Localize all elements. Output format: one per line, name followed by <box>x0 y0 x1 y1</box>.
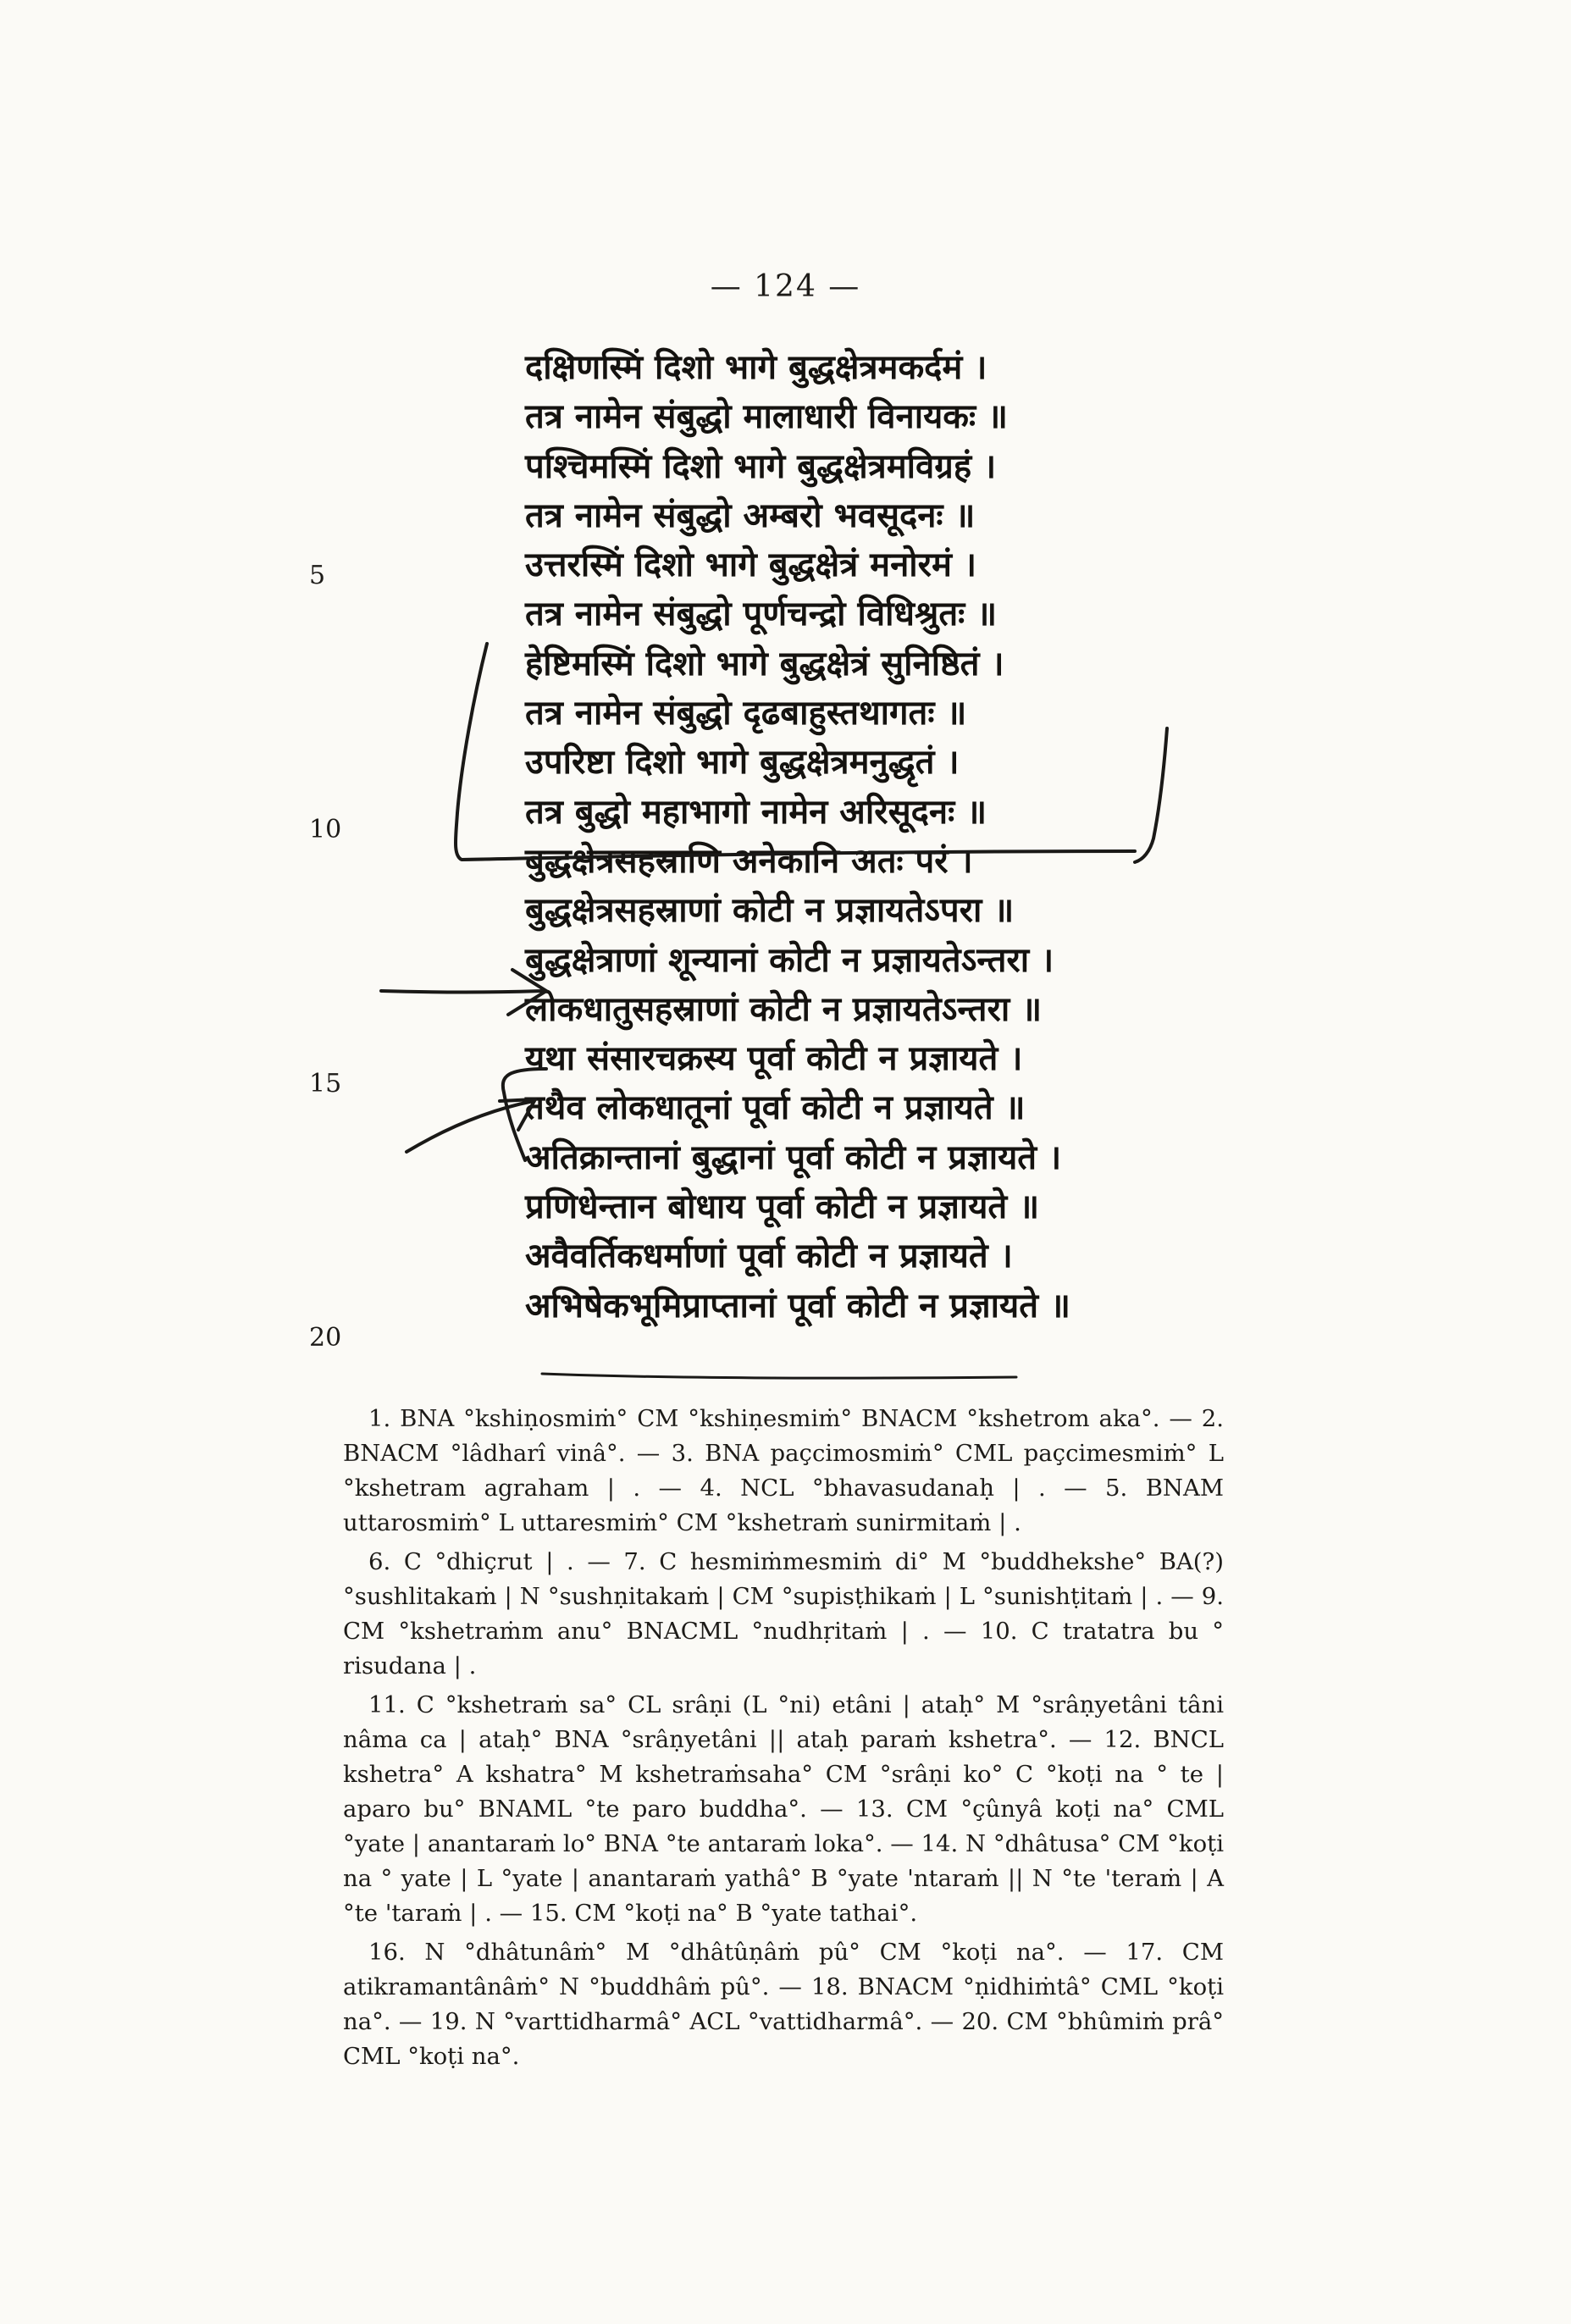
verse-line-14: लोकधातुसहस्राणां कोटी न प्रज्ञायतेऽन्तरा ॥ <box>525 989 1043 1029</box>
verse-line-3: पश्चिमस्मिं दिशो भागे बुद्धक्षेत्रमविग्रहं । <box>525 446 997 486</box>
line-number-20: 20 <box>309 1323 342 1353</box>
footnote-paragraph: 11. C °kshetraṁ sa° CL srâṇi (L °ni) etâni | ataḥ° M °srâṇyetâni tâni nâma ca | ataḥ° BNA °srâṇyetâni || ataḥ paraṁ kshetra°. — 12. BNCL kshetra° A kshatra° M kshetraṁsaha° CM °srâṇi ko° C °koṭi na ° te | aparo bu° BNAML °te paro buddha°. — 13. CM °çûnyâ koṭi na° CML °yate | anantaraṁ lo° BNA °te antaraṁ loka°. — 14. N °dhâtusa° CM °koṭi na ° yate | L °yate | anantaraṁ yathâ° B °yate 'ntaraṁ || N °te 'teraṁ | A °te 'taraṁ | . — 15. CM °koṭi na° B °yate tathai°. <box>343 1691 1224 1927</box>
footnotes <box>343 1402 1224 2078</box>
verse-line-9: उपरिष्टा दिशो भागे बुद्धक्षेत्रमनुद्धृतं । <box>525 743 960 783</box>
verse-line-1: दक्षिणस्मिं दिशो भागे बुद्धक्षेत्रमकर्दमं । <box>525 348 987 387</box>
verse-line-18: प्रणिधेन्तान बोधाय पूर्वा कोटी न प्रज्ञायते ॥ <box>525 1187 1040 1227</box>
verse-line-20: अभिषेकभूमिप्राप्तानां पूर्वा कोटी न प्रज्ञायते ॥ <box>525 1286 1070 1325</box>
underline-mark <box>542 1374 1016 1378</box>
verse-line-19: अवैवर्तिकधर्माणां पूर्वा कोटी न प्रज्ञायते । <box>525 1237 1013 1276</box>
verse-line-11: बुद्धक्षेत्रसहस्राणि अनेकानि अतः परं । <box>525 841 973 881</box>
verse-line-4: तत्र नामेन संबुद्धो अम्बरो भवसूदनः ॥ <box>525 495 976 535</box>
verse-line-6: तत्र नामेन संबुद्धो पूर्णचन्द्रो विधिश्रुतः ॥ <box>525 595 998 634</box>
verse-line-2: तत्र नामेन संबुद्धो मालाधारी विनायकः ॥ <box>525 397 1008 437</box>
verse-line-12: बुद्धक्षेत्रसहस्राणां कोटी न प्रज्ञायतेऽपरा ॥ <box>525 891 1015 931</box>
footnote-paragraph: 6. C °dhiçrut | . — 7. C hesmiṁmesmiṁ di° M °buddhekshe° BA(?) °sushlitakaṁ | N °sushṇitakaṁ | CM °supisṭhikaṁ | L °sunishṭitaṁ | . — 9. CM °kshetraṁm anu° BNACML °nudhṛitaṁ | . — 10. C tratatra bu ° risudana | . <box>343 1548 1224 1679</box>
page-number: — 124 — <box>710 269 861 304</box>
line-number-15: 15 <box>309 1069 342 1098</box>
verse-line-5: उत्तरस्मिं दिशो भागे बुद्धक्षेत्रं मनोरमं । <box>525 545 977 585</box>
arrow-2-mark <box>407 1099 535 1152</box>
verse-line-15: यथा संसारचक्रस्य पूर्वा कोटी न प्रज्ञायते । <box>525 1039 1023 1079</box>
verse-line-13: बुद्धक्षेत्राणां शून्यानां कोटी न प्रज्ञायतेऽन्तरा । <box>525 940 1054 980</box>
line-number-10: 10 <box>309 815 342 844</box>
verse-line-8: तत्र नामेन संबुद्धो दृढबाहुस्तथागतः ॥ <box>525 694 967 733</box>
arrow-1-mark <box>381 970 546 1015</box>
line-number-5: 5 <box>309 561 326 590</box>
footnote-paragraph: 16. N °dhâtunâṁ° M °dhâtûṇâṁ pû° CM °koṭi na°. — 17. CM atikramantânâṁ° N °buddhâṁ pû°. — 18. BNACM °ṇidhiṁtâ° CML °koṭi na°. — 19. N °varttidharmâ° ACL °vattidharmâ°. — 20. CM °bhûmiṁ prâ° CML °koṭi na°. <box>343 1939 1224 2070</box>
verse-line-10: तत्र बुद्धो महाभागो नामेन अरिसूदनः ॥ <box>525 792 987 832</box>
verse-line-17: अतिक्रान्तानां बुद्धानां पूर्वा कोटी न प्रज्ञायते । <box>525 1137 1062 1177</box>
verse-line-16: तथैव लोकधातूनां पूर्वा कोटी न प्रज्ञायते ॥ <box>525 1088 1026 1128</box>
verse-block <box>525 343 1287 1331</box>
verse-line-7: हेष्टिमस्मिं दिशो भागे बुद्धक्षेत्रं सुनिष्ठितं । <box>525 644 1004 683</box>
footnote-paragraph: 1. BNA °kshiṇosmiṁ° CM °kshiṇesmiṁ° BNACM °kshetrom aka°. — 2. BNACM °lâdharî vinâ°. — 3. BNA paçcimosmiṁ° CML paçcimesmiṁ° L °kshetram agraham | . — 4. NCL °bhavasudanaḥ | . — 5. BNAM uttarosmiṁ° L uttaresmiṁ° CM °kshetraṁ sunirmitaṁ | . <box>343 1405 1224 1536</box>
